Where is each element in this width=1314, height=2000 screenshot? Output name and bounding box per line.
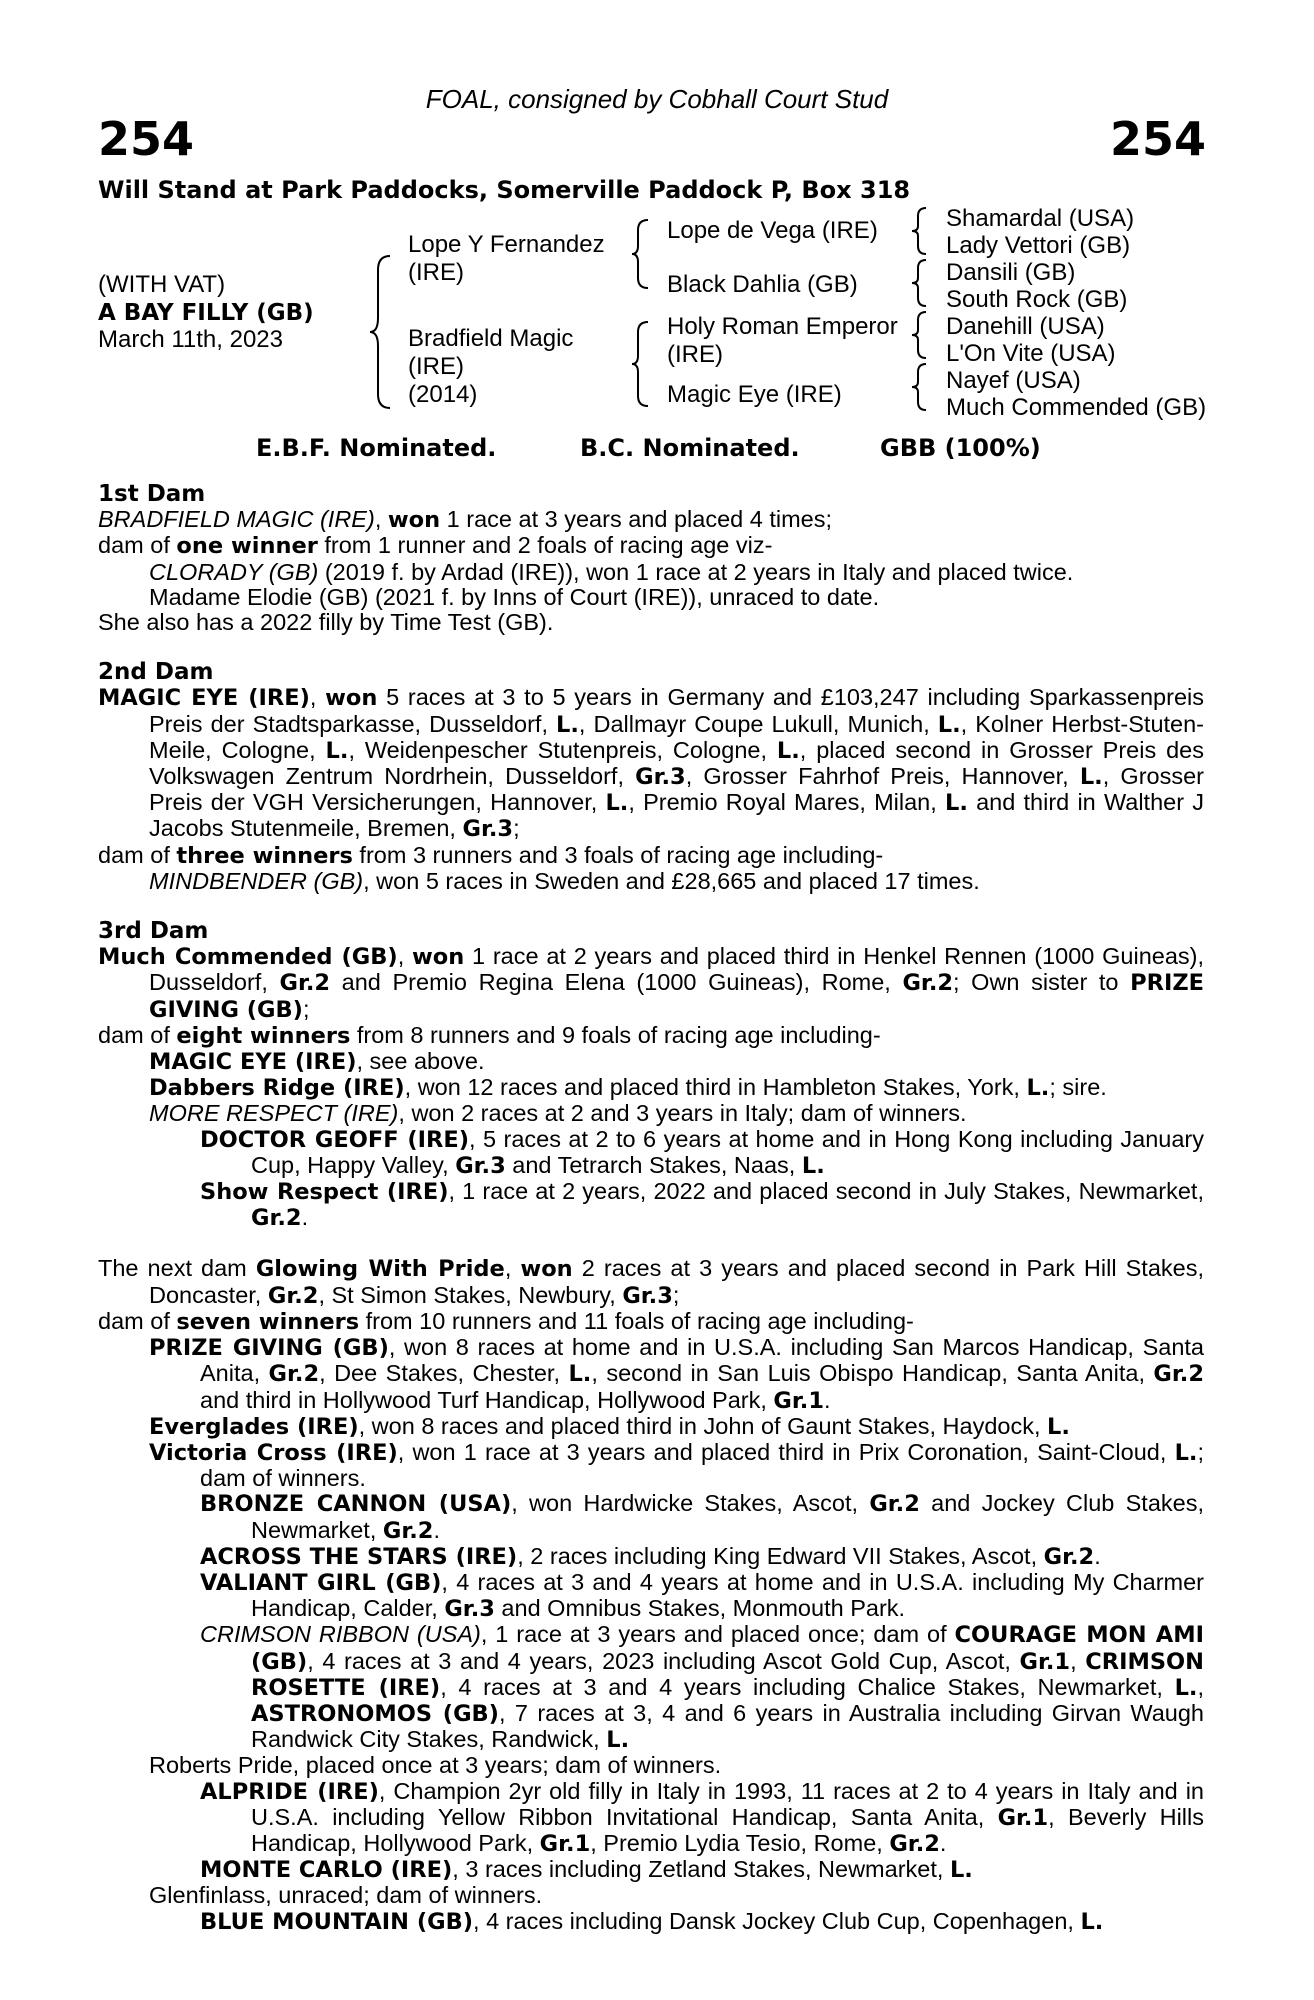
dam-name-line2: (IRE)	[408, 353, 464, 380]
pedigree-brace-g4-3	[910, 310, 930, 360]
dam-sire-line1: Holy Roman Emperor	[667, 313, 898, 340]
gen4-5: Danehill (USA)	[946, 313, 1105, 340]
lot-number-right: 254	[1110, 112, 1207, 166]
produce-monte-carlo: MONTE CARLO (IRE), 3 races including Zetland Stakes, Newmarket, L.	[200, 1856, 973, 1884]
gen4-3: Dansili (GB)	[946, 259, 1076, 286]
sire-sire: Lope de Vega (IRE)	[667, 217, 878, 244]
produce-blue-mountain: BLUE MOUNTAIN (GB), 4 races including Dansk Jockey Club Cup, Copenhagen, L.	[200, 1907, 1104, 1935]
pedigree-brace-dam	[630, 320, 654, 408]
gen4-8: Much Commended (GB)	[946, 394, 1207, 421]
lot-title: A BAY FILLY (GB)	[98, 300, 314, 326]
second-dam-produce: dam of three winners from 3 runners and 3 foals of racing age including-	[98, 841, 884, 869]
vat-note: (WITH VAT)	[98, 271, 226, 298]
ebf-nomination: E.B.F. Nominated.	[256, 434, 497, 462]
gen4-2: Lady Vettori (GB)	[946, 232, 1131, 259]
produce-crimson-ribbon: CRIMSON RIBBON (USA), 1 race at 3 years and placed once; dam of COURAGE MON AMI (GB), 4 races at 3 and 4 years, 2023 including Ascot Gold Cup, Ascot, Gr.1, CRIMSON ROSETTE (IRE), 4 races at 3 and 4 years including Chalice Stakes, Newmarket, L., ASTRONOMOS (GB), 7 races at 3, 4 and 6 years in Australia including Girvan Waugh Randwick City Stakes, Randwick, L.	[200, 1621, 1205, 1754]
foaling-date: March 11th, 2023	[98, 326, 284, 353]
sire-dam: Black Dahlia (GB)	[667, 271, 858, 298]
pedigree-brace-g4-1	[910, 206, 930, 256]
produce-madame-elodie: Madame Elodie (GB) (2021 f. by Inns of Court (IRE)), unraced to date.	[149, 583, 880, 610]
produce-prize-giving: PRIZE GIVING (GB), won 8 races at home and in U.S.A. including San Marcos Handicap, Santa Anita, Gr.2, Dee Stakes, Chester, L., second in San Luis Obispo Handicap, Santa Anita, Gr.2 and third in Hollywood Turf Handicap, Hollywood Park, Gr.1.	[149, 1334, 1204, 1414]
third-dam-produce: dam of eight winners from 8 runners and 9 foals of racing age including-	[98, 1021, 881, 1049]
first-dam-also: She also has a 2022 filly by Time Test (GB).	[98, 609, 554, 636]
dam-dam: Magic Eye (IRE)	[667, 381, 842, 408]
produce-doctor-geoff: DOCTOR GEOFF (IRE), 5 races at 2 to 6 years at home and in Hong Kong including January Cup, Happy Valley, Gr.3 and Tetrarch Stakes, Naas, L.	[200, 1125, 1204, 1179]
catalogue-body	[98, 482, 1204, 1935]
third-dam-heading: 3rd Dam	[98, 918, 209, 945]
produce-bronze-cannon: BRONZE CANNON (USA), won Hardwicke Stakes, Ascot, Gr.2 and Jockey Club Stakes, Newmarket, Gr.2.	[200, 1490, 1204, 1544]
produce-roberts-pride: Roberts Pride, placed once at 3 years; dam of winners.	[149, 1752, 722, 1779]
produce-everglades: Everglades (IRE), won 8 races and placed third in John of Gaunt Stakes, Haydock, L.	[149, 1412, 1070, 1440]
first-dam-heading: 1st Dam	[98, 481, 206, 507]
produce-across-the-stars: ACROSS THE STARS (IRE), 2 races including King Edward VII Stakes, Ascot, Gr.2.	[200, 1542, 1101, 1570]
gbb-status: GBB (100%)	[880, 434, 1041, 462]
produce-valiant-girl: VALIANT GIRL (GB), 4 races at 3 and 4 years at home and in U.S.A. including My Charmer Handicap, Calder, Gr.3 and Omnibus Stakes, Monmouth Park.	[200, 1568, 1204, 1623]
pedigree-brace-gen1	[368, 252, 398, 412]
sire-name-line1: Lope Y Fernandez	[408, 231, 605, 258]
produce-clorady: CLORADY (GB) (2019 f. by Ardad (IRE)), won 1 race at 2 years in Italy and placed twice.	[149, 558, 1074, 585]
dam-foaled-year: (2014)	[408, 381, 478, 408]
sire-name-line2: (IRE)	[408, 259, 464, 286]
first-dam-produce: dam of one winner from 1 runner and 2 foals of racing age viz-	[98, 532, 773, 560]
produce-alpride: ALPRIDE (IRE), Champion 2yr old filly in Italy in 1993, 11 races at 2 to 4 years in Italy and in U.S.A. including Yellow Ribbon Invitational Handicap, Santa Anita, Gr.1, Beverly Hills Handicap, Hollywood Park, Gr.1, Premio Lydia Tesio, Rome, Gr.2.	[200, 1777, 1205, 1857]
produce-mindbender: MINDBENDER (GB), won 5 races in Sweden and £28,665 and placed 17 times.	[149, 867, 980, 894]
produce-victoria-cross: Victoria Cross (IRE), won 1 race at 3 years and placed third in Prix Coronation, Saint-Cloud, L.; dam of winners.	[149, 1438, 1204, 1492]
dam-name-line1: Bradfield Magic	[408, 325, 574, 352]
gen4-4: South Rock (GB)	[946, 286, 1128, 313]
lot-number-left: 254	[98, 112, 195, 166]
next-dam-record: The next dam Glowing With Pride, won 2 races at 3 years and placed second in Park Hill Stakes, Doncaster, Gr.2, St Simon Stakes, Newbury, Gr.3;	[98, 1255, 1205, 1309]
pedigree-brace-g4-2	[910, 258, 930, 308]
gen4-6: L'On Vite (USA)	[946, 340, 1116, 367]
second-dam-record: MAGIC EYE (IRE), won 5 races at 3 to 5 years in Germany and £103,247 including Sparkassenpreis Preis der Stadtsparkasse, Dusseldorf, L., Dallmayr Coupe Lukull, Munich, L., Kolner Herbst-Stuten-Meile, Cologne, L., Weidenpescher Stutenpreis, Cologne, L., placed second in Grosser Preis des Volkswagen Zentrum Nordrhein, Dusseldorf, Gr.3, Grosser Fahrhof Preis, Hannover, L., Grosser Preis der VGH Versicherungen, Hannover, L., Premio Royal Mares, Milan, L. and third in Walther J Jacobs Stutenmeile, Bremen, Gr.3;	[98, 684, 1205, 843]
pedigree-brace-sire	[630, 218, 654, 290]
produce-dabbers-ridge: Dabbers Ridge (IRE), won 12 races and placed third in Hambleton Stakes, York, L.; sire.	[149, 1074, 1107, 1102]
stand-location: Will Stand at Park Paddocks, Somerville Paddock P, Box 318	[98, 176, 911, 204]
second-dam-heading: 2nd Dam	[98, 659, 214, 686]
produce-glenfinlass: Glenfinlass, unraced; dam of winners.	[149, 1882, 543, 1909]
produce-show-respect: Show Respect (IRE), 1 race at 2 years, 2022 and placed second in July Stakes, Newmarket, Gr.2.	[200, 1178, 1204, 1232]
bc-nomination: B.C. Nominated.	[580, 434, 800, 462]
next-dam-produce: dam of seven winners from 10 runners and 11 foals of racing age including-	[98, 1307, 914, 1335]
gen4-1: Shamardal (USA)	[946, 205, 1135, 232]
third-dam-record: Much Commended (GB), won 1 race at 2 years and placed third in Henkel Rennen (1000 Guineas), Dusseldorf, Gr.2 and Premio Regina Elena (1000 Guineas), Rome, Gr.2; Own sister to PRIZE GIVING (GB);	[98, 943, 1205, 1023]
pedigree-brace-g4-4	[910, 362, 930, 412]
first-dam-record: BRADFIELD MAGIC (IRE), won 1 race at 3 years and placed 4 times;	[98, 506, 833, 534]
dam-sire-line2: (IRE)	[667, 341, 723, 368]
gen4-7: Nayef (USA)	[946, 367, 1081, 394]
produce-magic-eye: MAGIC EYE (IRE), see above.	[149, 1048, 485, 1076]
produce-more-respect: MORE RESPECT (IRE), won 2 races at 2 and 3 years in Italy; dam of winners.	[149, 1100, 967, 1127]
consignment-line: FOAL, consigned by Cobhall Court Stud	[425, 84, 889, 114]
